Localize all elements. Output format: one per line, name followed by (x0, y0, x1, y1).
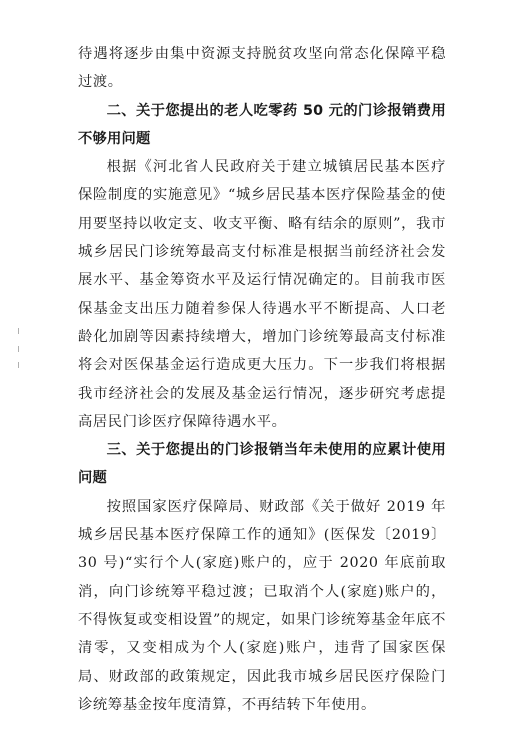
section-heading-2: 二、关于您提出的老人吃零药 50 元的门诊报销费用不够用问题 (78, 102, 446, 147)
binding-mark (18, 328, 19, 334)
binding-mark (18, 362, 19, 368)
paragraph-section-3: 按照国家医疗保障局、财政部《关于做好 2019 年城乡居民基本医疗保障工作的通知》(医保发〔2019〕30 号)“实行个人(家庭)账户的，应于 2020 年底前取消，向门诊统筹平稳过渡；已取消个人(家庭)账户的，不得恢复或变相设置”的规定，如果门诊统筹基金年底不清零，又变相成为个人(家庭)账户，违背了国家医保局、财政部的政策规定，因此我市城乡居民医疗保险门诊统筹基金按年度清算，不再结转下年使用。 (78, 498, 446, 713)
document-body (78, 40, 446, 719)
paragraph-section-2: 根据《河北省人民政府关于建立城镇居民基本医疗保险制度的实施意见》“城乡居民基本医疗保险基金的使用要坚持以收定支、收支平衡、略有结余的原则”，我市城乡居民门诊统筹最高支付标准是根据当前经济社会发展水平、基金筹资水平及运行情况确定的。目前我市医保基金支出压力随着参保人待遇水平不断提高、人口老龄化加剧等因素持续增大，增加门诊统筹最高支付标准将会对医保基金运行造成更大压力。下一步我们将根据我市经济社会的发展及基金运行情况，逐步研究考虑提高居民门诊医疗保障待遇水平。 (78, 159, 446, 430)
section-heading-3: 三、关于您提出的门诊报销当年未使用的应累计使用问题 (78, 442, 446, 487)
paragraph-continuation: 待遇将逐步由集中资源支持脱贫攻坚向常态化保障平稳过渡。 (78, 46, 446, 91)
binding-mark (18, 346, 19, 352)
